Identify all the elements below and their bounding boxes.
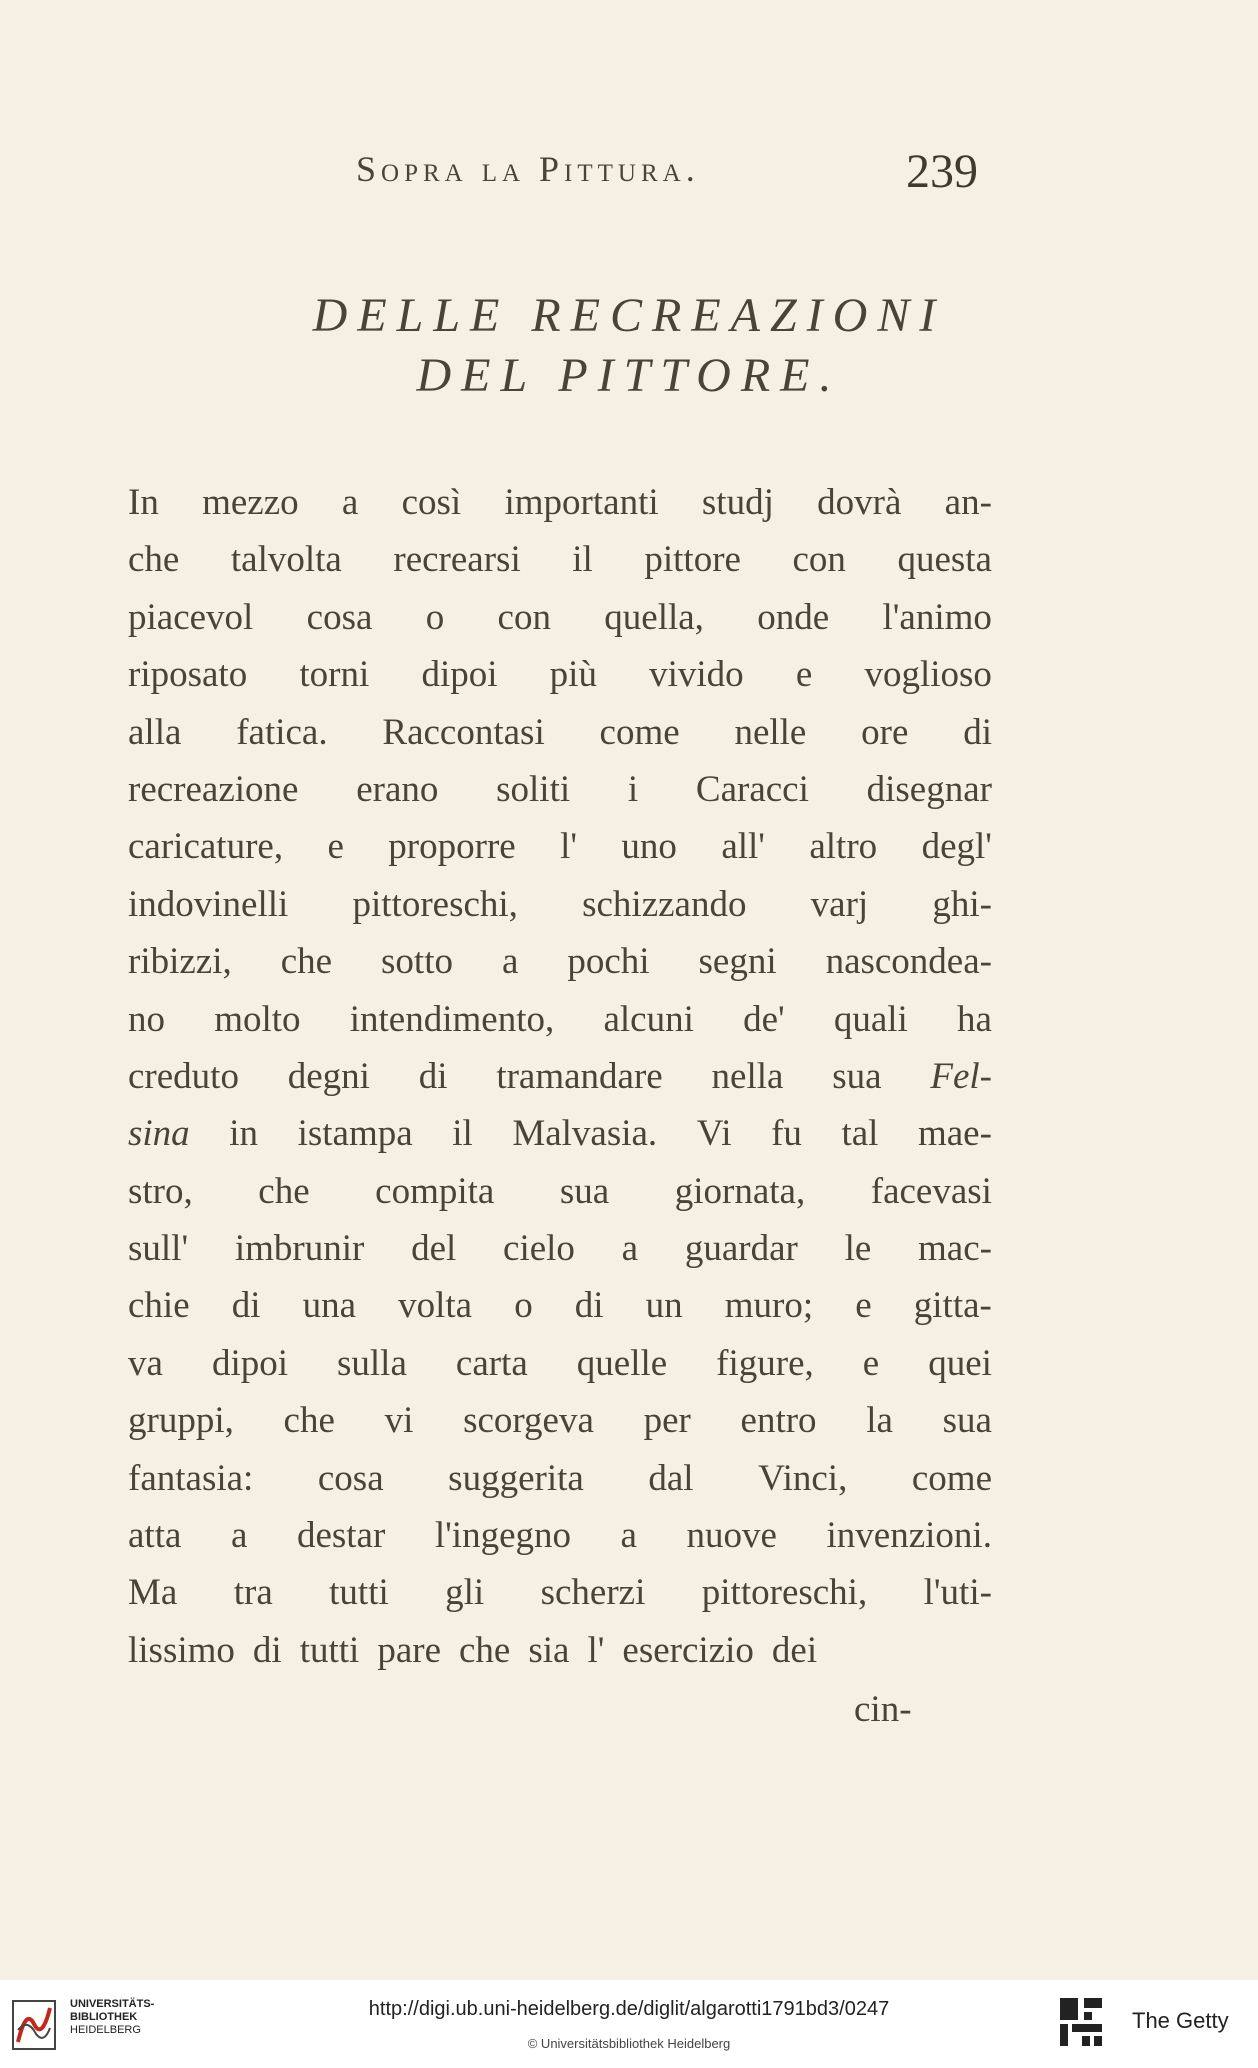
text-line (128, 704, 992, 761)
word: fatica. (236, 711, 328, 753)
chapter-title-line-2: DEL PITTORE. (416, 349, 842, 402)
word: creduto (128, 1055, 239, 1097)
word: e (795, 654, 813, 696)
word: no (128, 998, 165, 1040)
word: pittore (644, 539, 741, 581)
body-text (128, 474, 992, 1679)
word: va (128, 1342, 163, 1384)
word: esercizio (622, 1629, 754, 1671)
word: nascondea- (825, 941, 992, 983)
word: pittoreschi, (701, 1572, 868, 1614)
word: la (866, 1400, 893, 1442)
word: alcuni (603, 998, 694, 1040)
word: nelle (734, 711, 807, 753)
word: scherzi (540, 1572, 646, 1614)
word: o (514, 1285, 533, 1327)
word: alla (128, 711, 182, 753)
word: Vi (696, 1113, 732, 1155)
text-line (128, 1048, 992, 1105)
text-line (128, 1564, 992, 1621)
word: più (549, 654, 597, 696)
text-line (128, 1622, 992, 1679)
word: all' (721, 826, 765, 868)
footer-bar (0, 1980, 1258, 2068)
word: dipoi (211, 1342, 288, 1384)
word: voglioso (864, 654, 992, 696)
word: il (452, 1113, 473, 1155)
word: recrearsi (393, 539, 521, 581)
word: di (252, 1629, 282, 1671)
word: che (459, 1629, 511, 1671)
word: Vinci, (758, 1457, 848, 1499)
word: sua (942, 1400, 992, 1442)
word: quelle (576, 1342, 668, 1384)
word: imbrunir (234, 1228, 365, 1270)
word: molto (214, 998, 301, 1040)
word: sina (128, 1113, 190, 1155)
word: stro, (128, 1170, 193, 1212)
word: soliti (496, 768, 571, 810)
text-line (128, 1392, 992, 1449)
word: an- (944, 482, 992, 523)
word: sulla (337, 1342, 407, 1384)
running-title: Sopra la Pittura. (356, 149, 700, 189)
word: il (572, 539, 593, 581)
word: tra (233, 1572, 273, 1614)
word: figure, (716, 1342, 814, 1384)
word: a (621, 1228, 639, 1270)
word: Caracci (695, 768, 809, 810)
word: ribizzi, (128, 941, 232, 983)
word: Ma (128, 1572, 178, 1614)
word: gli (445, 1572, 485, 1614)
word: l'uti- (923, 1572, 992, 1614)
word: scorgeva (463, 1400, 594, 1442)
word: Fel- (930, 1055, 992, 1097)
page-number: 239 (906, 145, 978, 198)
word: cosa (317, 1457, 384, 1499)
text-line (128, 1450, 992, 1507)
word: le (844, 1228, 872, 1270)
library-name-line-2: BIBLIOTHEK (70, 2011, 138, 2023)
word: guardar (684, 1228, 798, 1270)
word: sull' (128, 1228, 189, 1270)
word: l' (560, 826, 578, 868)
copyright-notice: © Universitätsbibliothek Heidelberg (527, 2036, 731, 2051)
word: degni (287, 1055, 370, 1097)
word: con (497, 596, 551, 638)
text-line (128, 1220, 992, 1277)
word: carta (455, 1342, 528, 1384)
word: vivido (649, 654, 744, 696)
word: ha (957, 998, 992, 1040)
word: questa (897, 539, 992, 581)
word: i (627, 768, 639, 810)
word: che (283, 1400, 335, 1442)
word: torni (299, 654, 370, 696)
word: recreazione (128, 768, 299, 810)
word: gruppi, (128, 1400, 234, 1442)
word: a (230, 1515, 248, 1557)
library-name-line-3: HEIDELBERG (70, 2024, 141, 2036)
word: mezzo (202, 482, 299, 523)
word: segni (698, 941, 777, 983)
word: che (128, 539, 180, 581)
text-line (128, 1277, 992, 1334)
text-line (128, 991, 992, 1048)
text-line (128, 646, 992, 703)
word: che (280, 941, 333, 983)
word: destar (296, 1515, 386, 1557)
word: erano (356, 768, 439, 810)
word: sotto (381, 941, 453, 983)
text-line (128, 531, 992, 588)
word: un (645, 1285, 683, 1327)
word: sua (559, 1170, 610, 1212)
word: vi (384, 1400, 414, 1442)
catchword: cin- (854, 1689, 912, 1730)
word: ore (861, 711, 909, 753)
text-line (128, 933, 992, 990)
word: intendimento, (349, 998, 555, 1040)
word: a (620, 1515, 637, 1557)
word: tutti (329, 1572, 389, 1614)
word: e (327, 826, 344, 868)
word: una (302, 1285, 357, 1327)
text-line (128, 1105, 992, 1162)
word: schizzando (582, 883, 747, 925)
word: invenzioni. (826, 1515, 992, 1557)
word: dovrà (817, 482, 902, 523)
word: che (258, 1170, 310, 1212)
word: quali (833, 998, 908, 1040)
word: varj (810, 883, 869, 925)
word: mac- (918, 1228, 992, 1270)
word: giornata, (674, 1170, 806, 1212)
word: de' (743, 998, 785, 1040)
word: fantasia: (128, 1457, 254, 1499)
word: fu (771, 1113, 802, 1155)
word: dei (771, 1629, 818, 1671)
running-head (0, 145, 1258, 198)
word: pare (377, 1629, 441, 1671)
word: pittoreschi, (352, 883, 518, 925)
word: talvolta (230, 539, 342, 581)
text-line (128, 589, 992, 646)
text-line (128, 818, 992, 875)
word: a (341, 482, 359, 523)
word: suggerita (448, 1457, 584, 1499)
word: atta (128, 1515, 182, 1557)
getty-logo-icon (1058, 1996, 1104, 2048)
word: mae- (917, 1113, 992, 1155)
word: Raccontasi (382, 711, 545, 753)
word: come (599, 711, 680, 753)
word: riposato (128, 654, 248, 696)
word: quei (928, 1342, 992, 1384)
word: caricature, (128, 826, 284, 868)
word: dipoi (421, 654, 498, 696)
word: ghi- (932, 883, 992, 925)
word: di (574, 1285, 604, 1327)
word: tutti (299, 1629, 360, 1671)
word: Malvasia. (512, 1113, 658, 1155)
word: in (229, 1113, 259, 1155)
word: e (855, 1285, 872, 1327)
word: come (911, 1457, 992, 1499)
word: l'ingegno (434, 1515, 571, 1557)
word: l'animo (882, 596, 992, 638)
word: gitta- (913, 1285, 992, 1327)
word: istampa (297, 1113, 413, 1155)
text-line (128, 1335, 992, 1392)
word: nuove (686, 1515, 777, 1557)
word: uno (621, 826, 677, 868)
word: tal (841, 1113, 879, 1155)
word: tramandare (496, 1055, 663, 1097)
text-line (128, 1163, 992, 1220)
word: sua (832, 1055, 882, 1097)
word: di (963, 711, 992, 753)
word: chie (128, 1285, 190, 1327)
word: onde (757, 596, 830, 638)
word: altro (809, 826, 878, 868)
word: piacevol (128, 596, 254, 638)
word: indovinelli (128, 883, 289, 925)
word: dal (648, 1457, 694, 1499)
word: o (425, 596, 445, 638)
word: di (418, 1055, 448, 1097)
word: volta (398, 1285, 473, 1327)
word: disegnar (866, 768, 992, 810)
word: proporre (388, 826, 516, 868)
word: per (643, 1400, 691, 1442)
word: così (401, 482, 462, 523)
word: nella (711, 1055, 784, 1097)
word: sia (528, 1629, 570, 1671)
word: lissimo (128, 1629, 235, 1671)
word: muro; (724, 1285, 814, 1327)
word: studj (701, 482, 774, 523)
word: importanti (504, 482, 659, 523)
text-line (128, 474, 992, 531)
text-line (128, 761, 992, 818)
text-line (128, 876, 992, 933)
word: cielo (503, 1228, 575, 1270)
getty-name: The Getty (1132, 2008, 1229, 2033)
word: con (792, 539, 846, 581)
word: compita (375, 1170, 495, 1212)
word: e (862, 1342, 880, 1384)
word: cosa (306, 596, 373, 638)
word: entro (740, 1400, 817, 1442)
word: l' (587, 1629, 605, 1671)
word: facevasi (870, 1170, 992, 1212)
word: del (411, 1228, 457, 1270)
word: pochi (567, 941, 650, 983)
chapter-title-line-1: DELLE RECREAZIONI (312, 289, 946, 342)
word: a (501, 941, 519, 983)
word: In (128, 482, 159, 523)
word: quella, (604, 596, 704, 638)
word: degl' (921, 826, 992, 868)
word: di (231, 1285, 261, 1327)
source-url-link[interactable]: http://digi.ub.uni-heidelberg.de/diglit/algarotti1791bd3/0247 (368, 1998, 890, 2020)
library-name-line-1: UNIVERSITÄTS- (70, 1998, 155, 2010)
text-line (128, 1507, 992, 1564)
